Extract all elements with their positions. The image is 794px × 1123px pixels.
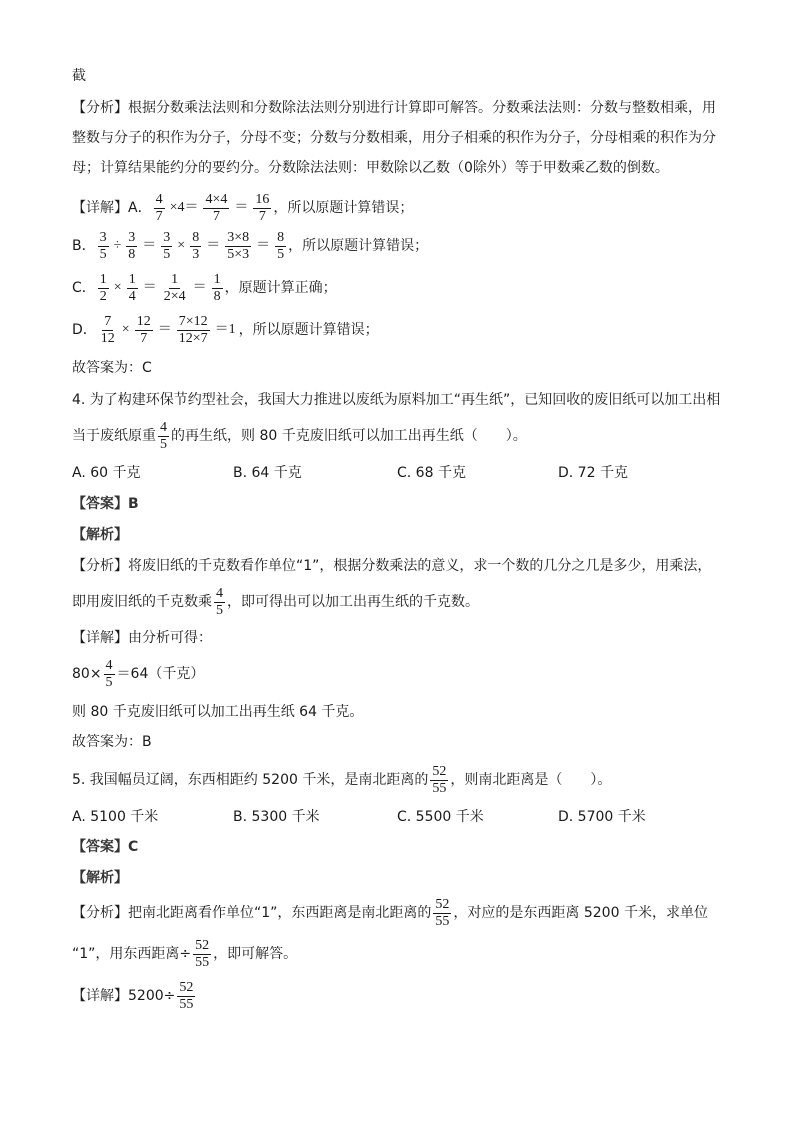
q4-answer bbox=[72, 732, 724, 752]
q4-analysis-line-1 bbox=[72, 556, 724, 576]
operator: ＝ bbox=[256, 238, 271, 253]
q4-stem-line-2 bbox=[72, 418, 724, 454]
text: ，所以原题计算错误； bbox=[238, 322, 379, 338]
text: 【答案】B bbox=[72, 496, 139, 512]
fraction bbox=[135, 314, 153, 347]
operator: ＝ bbox=[192, 280, 207, 295]
q3-detail-a bbox=[72, 190, 724, 226]
option-c: C. 68 千克 bbox=[397, 465, 466, 481]
q5-jiexi bbox=[72, 868, 724, 888]
q5-analysis-line-2 bbox=[72, 934, 724, 974]
fraction-52-55 bbox=[430, 764, 448, 797]
fraction bbox=[225, 230, 251, 263]
text: “1”，用东西距离÷ bbox=[72, 946, 192, 962]
numerator: 8 bbox=[277, 229, 285, 245]
numerator: 52 bbox=[179, 979, 194, 995]
text: 的再生纸，则 80 千克废旧纸可以加工出再生纸（ ）。 bbox=[171, 428, 527, 444]
text: 整数与分子的积作为分子，分母不变；分数与分数相乘，用分子相乘的积作为分子，分母相乘的积作为分 bbox=[72, 130, 716, 146]
option-label: B． bbox=[72, 238, 96, 254]
numerator: 7 bbox=[104, 313, 112, 329]
q5-answer-tag bbox=[72, 837, 724, 857]
q3-detail-b bbox=[72, 228, 724, 264]
option-d: D. 72 千克 bbox=[558, 465, 628, 481]
fraction bbox=[275, 230, 286, 263]
fraction bbox=[162, 272, 188, 305]
denominator: 7 bbox=[212, 208, 220, 224]
numerator: 52 bbox=[195, 937, 210, 953]
text: 【分析】将废旧纸的千克数看作单位“1”，根据分数乘法的意义，求一个数的几分之几是多少，用乘法， bbox=[72, 558, 712, 574]
text: 母；计算结果能约分的要约分。分数除法法则：甲数除以乙数（0除外）等于甲数乘乙数的倒数。 bbox=[72, 160, 669, 176]
fraction-52-55 bbox=[177, 980, 195, 1013]
denominator: 2 bbox=[99, 288, 107, 304]
operator: × bbox=[113, 280, 122, 295]
denominator: 12×7 bbox=[178, 330, 208, 346]
q4-analysis-line-2 bbox=[72, 584, 724, 620]
numerator: 1 bbox=[213, 271, 221, 287]
fraction bbox=[98, 230, 109, 263]
denominator: 8 bbox=[213, 288, 221, 304]
fraction bbox=[203, 192, 229, 225]
text: ，所以原题计算错误； bbox=[288, 238, 429, 254]
q5-options bbox=[72, 806, 724, 826]
q4-options bbox=[72, 462, 724, 482]
numerator: 52 bbox=[432, 763, 447, 779]
numerator: 4 bbox=[160, 419, 167, 435]
q5-stem bbox=[72, 760, 724, 800]
q4-jiexi bbox=[72, 525, 724, 545]
denominator: 7 bbox=[140, 330, 148, 346]
denominator: 12 bbox=[100, 330, 115, 346]
denominator: 5 bbox=[99, 246, 107, 262]
fraction bbox=[212, 272, 223, 305]
numerator: 1 bbox=[128, 271, 136, 287]
numerator: 1 bbox=[171, 271, 179, 287]
text: ，则南北距离是（ ）。 bbox=[450, 772, 612, 788]
text-line-cut bbox=[72, 66, 724, 86]
numerator: 7×12 bbox=[178, 313, 208, 329]
q4-detail bbox=[72, 628, 724, 648]
numerator: 3×8 bbox=[227, 229, 250, 245]
fraction-4-5 bbox=[104, 658, 115, 691]
numerator: 4 bbox=[105, 657, 113, 673]
numerator: 1 bbox=[99, 271, 107, 287]
fraction bbox=[161, 230, 172, 263]
equation-c bbox=[96, 272, 225, 305]
denominator: 55 bbox=[435, 913, 450, 929]
q3-detail-c bbox=[72, 270, 724, 306]
text: 则 80 千克废旧纸可以加工出再生纸 64 千克。 bbox=[72, 704, 364, 720]
denominator: 5 bbox=[216, 602, 223, 618]
numerator: 3 bbox=[128, 229, 136, 245]
q3-analysis-line-3 bbox=[72, 158, 724, 178]
denominator: 55 bbox=[195, 954, 210, 970]
denominator: 7 bbox=[258, 208, 266, 224]
q4-answer-tag bbox=[72, 494, 724, 514]
numerator: 52 bbox=[435, 896, 450, 912]
text: 5. 我国幅员辽阔，东西相距约 5200 千米，是南北距离的 bbox=[72, 772, 429, 788]
text: ，即可得出可以加工出再生纸的千克数。 bbox=[227, 594, 479, 610]
text: ，原题计算正确； bbox=[224, 280, 337, 296]
denominator: 5×3 bbox=[227, 246, 250, 262]
denominator: 5 bbox=[277, 246, 285, 262]
fraction-4-5 bbox=[214, 586, 225, 619]
denominator: 55 bbox=[432, 780, 447, 796]
operator: ＝ bbox=[206, 238, 221, 253]
text: 故答案为：B bbox=[72, 734, 152, 750]
fraction-52-55 bbox=[193, 938, 211, 971]
q4-stem-line-1 bbox=[72, 390, 724, 410]
fraction-52-55 bbox=[433, 897, 451, 930]
text: 当于废纸原重 bbox=[72, 428, 156, 444]
text: 故答案为：C bbox=[72, 360, 152, 376]
text: ＝64（千克） bbox=[116, 666, 205, 682]
text: 4. 为了构建环保节约型社会，我国大力推进以废纸为原料加工“再生纸”，已知回收的废旧纸可以加工出相 bbox=[72, 392, 721, 408]
q3-analysis-line-2 bbox=[72, 128, 724, 148]
denominator: 4 bbox=[128, 288, 136, 304]
equation-a bbox=[152, 192, 274, 225]
option-c: C. 5500 千米 bbox=[397, 809, 484, 825]
text: 【解析】 bbox=[72, 870, 128, 886]
denominator: 5 bbox=[163, 246, 171, 262]
q3-answer bbox=[72, 358, 724, 378]
numerator: 16 bbox=[255, 191, 270, 207]
text: ，所以原题计算错误； bbox=[273, 200, 414, 216]
equation-d bbox=[97, 314, 239, 347]
option-a: A. 60 千克 bbox=[72, 465, 141, 481]
option-d: D. 5700 千米 bbox=[558, 809, 646, 825]
text: ，即可解答。 bbox=[213, 946, 298, 962]
detail-label: 【详解】A． bbox=[72, 200, 152, 216]
option-label: D． bbox=[72, 322, 97, 338]
numerator: 12 bbox=[136, 313, 151, 329]
q3-analysis-line-1 bbox=[72, 98, 724, 118]
operator: ＝ bbox=[234, 200, 249, 215]
option-b: B. 5300 千米 bbox=[233, 809, 320, 825]
fraction bbox=[253, 192, 271, 225]
operator: × bbox=[177, 238, 186, 253]
fraction bbox=[154, 192, 165, 225]
q5-detail bbox=[72, 976, 724, 1016]
text: ，对应的是东西距离 5200 千米，求单位 bbox=[453, 905, 708, 921]
fraction bbox=[177, 314, 210, 347]
text: 截 bbox=[72, 68, 86, 84]
option-label: C． bbox=[72, 280, 96, 296]
denominator: 7 bbox=[155, 208, 163, 224]
option-a: A. 5100 千米 bbox=[72, 809, 159, 825]
text: 即用废旧纸的千克数乘 bbox=[72, 594, 212, 610]
operator: ＝1 bbox=[214, 322, 236, 337]
text: 80× bbox=[72, 666, 102, 682]
denominator: 5 bbox=[160, 436, 167, 452]
text: 【详解】5200÷ bbox=[72, 988, 176, 1004]
denominator: 55 bbox=[179, 996, 194, 1012]
numerator: 3 bbox=[99, 229, 107, 245]
text: 【解析】 bbox=[72, 527, 128, 543]
numerator: 8 bbox=[192, 229, 200, 245]
q4-conclusion bbox=[72, 702, 724, 722]
operator: ＝ bbox=[157, 322, 172, 337]
operator: ÷ bbox=[113, 238, 122, 253]
text: 【答案】C bbox=[72, 839, 139, 855]
numerator: 4×4 bbox=[205, 191, 228, 207]
operator: ×4＝ bbox=[169, 200, 199, 215]
q4-calculation bbox=[72, 656, 724, 692]
q5-analysis-line-1 bbox=[72, 893, 724, 933]
denominator: 5 bbox=[105, 674, 113, 690]
equation-b bbox=[96, 230, 289, 263]
denominator: 8 bbox=[128, 246, 136, 262]
fraction bbox=[126, 230, 137, 263]
q3-detail-d bbox=[72, 312, 724, 348]
text: 【详解】由分析可得： bbox=[72, 630, 212, 646]
fraction bbox=[190, 230, 201, 263]
fraction bbox=[99, 314, 117, 347]
numerator: 4 bbox=[216, 585, 223, 601]
denominator: 2×4 bbox=[163, 288, 186, 304]
text: 【分析】根据分数乘法法则和分数除法法则分别进行计算即可解答。分数乘法法则：分数与整数相乘，用 bbox=[72, 100, 716, 116]
text: 【分析】把南北距离看作单位“1”，东西距离是南北距离的 bbox=[72, 905, 432, 921]
numerator: 3 bbox=[163, 229, 171, 245]
operator: ＝ bbox=[142, 280, 157, 295]
fraction bbox=[98, 272, 109, 305]
numerator: 4 bbox=[155, 191, 163, 207]
denominator: 3 bbox=[192, 246, 200, 262]
option-b: B. 64 千克 bbox=[233, 465, 302, 481]
operator: × bbox=[121, 322, 130, 337]
fraction bbox=[127, 272, 138, 305]
operator: ＝ bbox=[142, 238, 157, 253]
fraction-4-5 bbox=[158, 420, 169, 453]
